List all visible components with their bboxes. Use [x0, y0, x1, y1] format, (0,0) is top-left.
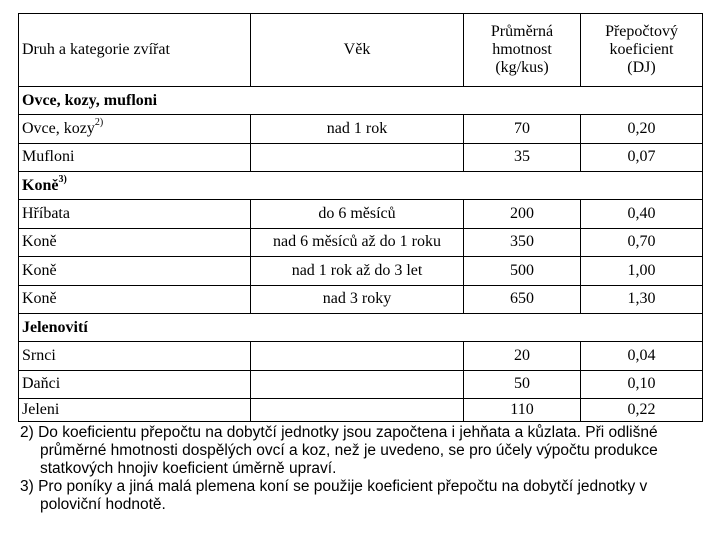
header-weight: [464, 14, 581, 87]
section-title-text: Ovce, kozy, mufloni: [22, 91, 158, 109]
species-name: Koně: [22, 233, 57, 251]
species-name: Jeleni: [22, 401, 60, 418]
section-title-text: Koně: [22, 176, 59, 194]
cell-age: nad 1 rok: [251, 115, 464, 144]
table-row: [19, 143, 703, 172]
table-row: [19, 228, 703, 257]
cell-weight: 200: [464, 200, 581, 229]
header-coef-line: koeficient: [609, 41, 674, 58]
section-row: [19, 87, 703, 115]
cell-species: [19, 399, 251, 422]
cell-species: [19, 285, 251, 314]
header-species: Druh a kategorie zvířat: [19, 14, 251, 87]
table-row: [19, 115, 703, 144]
cell-weight: 110: [464, 399, 581, 422]
cell-species: [19, 228, 251, 257]
cell-species: [19, 200, 251, 229]
section-row: [19, 314, 703, 342]
cell-weight: 500: [464, 257, 581, 286]
table-row: [19, 200, 703, 229]
header-coef-line: (DJ): [627, 59, 656, 76]
cell-coef: 0,40: [581, 200, 703, 229]
cell-weight: 350: [464, 228, 581, 257]
section-title: [19, 314, 703, 342]
cell-age: nad 3 roky: [251, 285, 464, 314]
header-weight-line: (kg/kus): [495, 59, 549, 76]
cell-coef: 0,07: [581, 143, 703, 172]
cell-coef: 0,20: [581, 115, 703, 144]
cell-age: nad 6 měsíců až do 1 roku: [251, 228, 464, 257]
header-age: Věk: [251, 14, 464, 87]
cell-coef: 0,70: [581, 228, 703, 257]
species-name: Ovce, kozy: [22, 119, 95, 137]
footnote-ref: 2): [94, 117, 104, 129]
cell-age: do 6 měsíců: [251, 200, 464, 229]
footnote-ref: 3): [58, 174, 67, 186]
header-weight-line: hmotnost: [492, 41, 552, 58]
cell-age: nad 1 rok až do 3 let: [251, 257, 464, 286]
cell-weight: 35: [464, 143, 581, 172]
species-name: Koně: [22, 290, 57, 308]
cell-coef: 0,22: [581, 399, 703, 422]
cell-coef: 1,00: [581, 257, 703, 286]
cell-age: [251, 342, 464, 371]
cell-age: [251, 399, 464, 422]
section-row: [19, 172, 703, 200]
species-name: Srnci: [22, 346, 56, 364]
cell-species: [19, 342, 251, 371]
footnote: 3) Pro poníky a jiná malá plemena koní se použije koeficient přepočtu na dobytčí jednotky v poloviční hodnotě.: [20, 478, 648, 513]
cell-weight: 70: [464, 115, 581, 144]
table-row: [19, 342, 703, 371]
cell-species: [19, 257, 251, 286]
header-coef-line: Přepočtový: [605, 23, 678, 40]
cell-species: [19, 370, 251, 399]
cell-coef: 0,04: [581, 342, 703, 371]
cell-coef: 0,10: [581, 370, 703, 399]
document-page: [18, 13, 702, 514]
section-title-text: Jelenovití: [22, 318, 88, 336]
cell-weight: 50: [464, 370, 581, 399]
table-row: [19, 285, 703, 314]
cell-species: [19, 143, 251, 172]
section-title: [19, 87, 703, 115]
footnote: 2) Do koeficientu přepočtu na dobytčí jednotky jsou započtena i jehňata a kůzlata. Při odlišné průměrné hmotnosti dospělých ovcí a koz, než je uvedeno, se pro účely výpočtu produkce statkových hnojiv koeficient úměrně upraví.: [20, 424, 658, 477]
footnotes: [18, 424, 702, 514]
cell-coef: 1,30: [581, 285, 703, 314]
species-name: Koně: [22, 261, 57, 279]
cell-age: [251, 143, 464, 172]
cell-species: [19, 115, 251, 144]
cell-age: [251, 370, 464, 399]
section-title: [19, 172, 703, 200]
species-name: Hříbata: [22, 204, 70, 222]
conversion-table: [18, 13, 703, 422]
table-row: [19, 257, 703, 286]
table-row: [19, 399, 703, 422]
cell-weight: 650: [464, 285, 581, 314]
header-coef: [581, 14, 703, 87]
species-name: Mufloni: [22, 148, 75, 166]
species-name: Daňci: [22, 375, 61, 393]
header-row: [19, 14, 703, 87]
table-row: [19, 370, 703, 399]
header-weight-line: Průměrná: [490, 23, 554, 40]
cell-weight: 20: [464, 342, 581, 371]
